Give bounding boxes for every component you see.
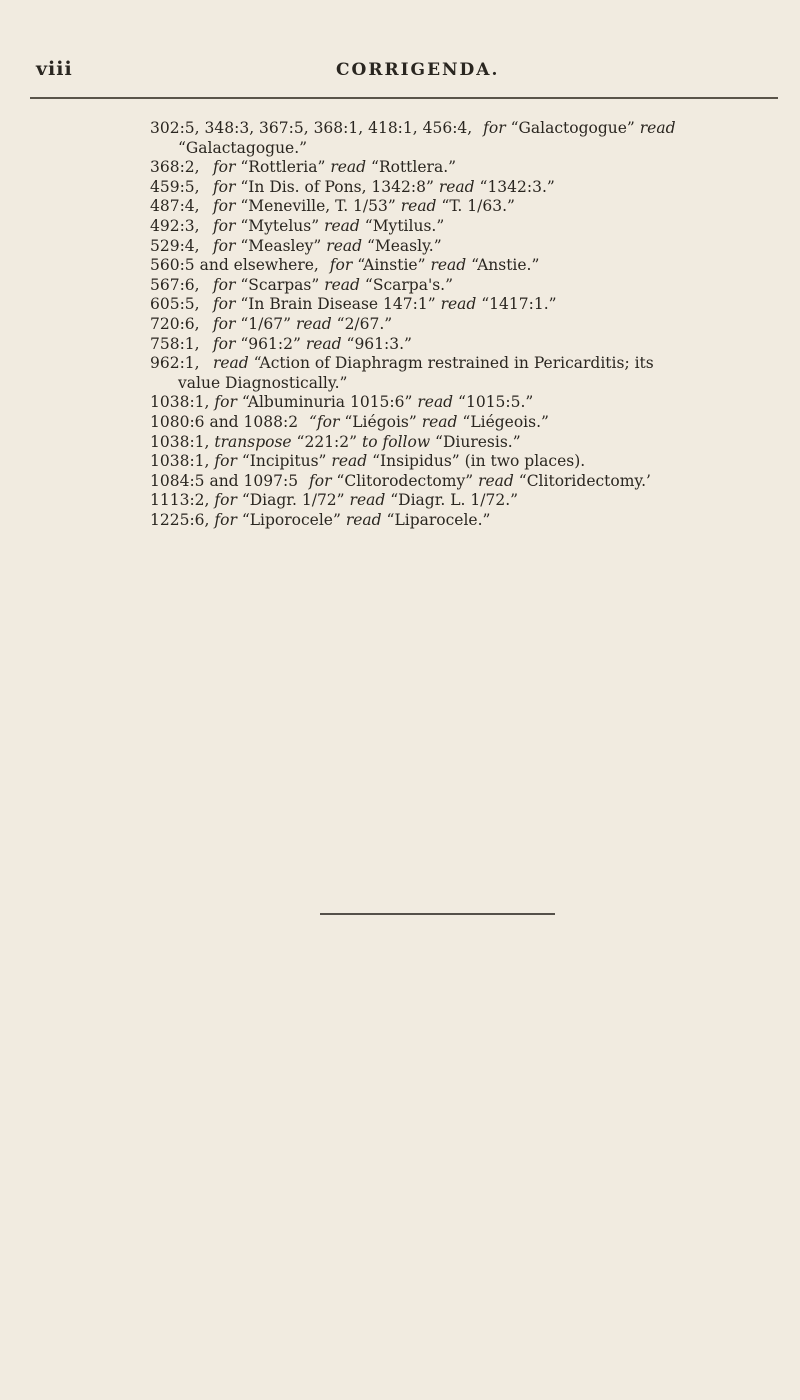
entry-keyword: read (440, 295, 477, 314)
entry-keyword: read (417, 393, 454, 412)
entry-continuation: value Diagnostically.” (178, 373, 348, 392)
entry-original-text: “Scarpas” (240, 275, 320, 294)
entry-original-text: “In Brain Disease 147:1” (240, 295, 436, 314)
entry-location: 605:5, (150, 295, 200, 314)
entry-keyword: read (331, 452, 368, 471)
errata-line (150, 217, 770, 237)
entry-keyword: read (324, 216, 360, 235)
entry-keyword: for (212, 334, 236, 353)
page-number: viii (36, 58, 73, 80)
entry-keyword: for (214, 393, 237, 412)
errata-line (150, 413, 770, 433)
errata-entry (150, 119, 770, 158)
entry-keyword: read (295, 314, 332, 333)
entry-original-text: “Clitorodectomy” (336, 471, 474, 490)
entry-corrected-text: “Mytilus.” (364, 216, 445, 235)
entry-keyword: read (421, 412, 458, 431)
entry-corrected-text: “T. 1/63.” (441, 197, 515, 216)
entry-original-text: “Galactogogue” (510, 119, 635, 137)
errata-entry (150, 491, 770, 511)
entry-corrected-text: “Diagr. L. 1/72.” (390, 491, 519, 510)
entry-keyword: for (212, 197, 236, 216)
entry-keyword: read (430, 256, 467, 275)
entry-location: 560:5 and elsewhere, (150, 256, 319, 275)
entry-corrected-text: “1417:1.” (481, 295, 557, 314)
entry-location: 1038:1, (150, 393, 210, 412)
entry-keyword: read (212, 354, 249, 373)
entry-keyword: for (214, 452, 237, 471)
entry-corrected-text: “1342:3.” (479, 177, 555, 196)
errata-entry (150, 452, 770, 472)
errata-entry (150, 276, 770, 296)
entry-keyword: for (483, 119, 506, 137)
entry-location: 1038:1, (150, 432, 210, 451)
running-head: CORRIGENDA. (336, 60, 500, 80)
entry-keyword: transpose (214, 432, 292, 451)
errata-entry (150, 158, 770, 178)
errata-list (150, 119, 770, 530)
entry-location: 487:4, (150, 197, 200, 216)
entry-location: 459:5, (150, 177, 200, 196)
errata-line (150, 354, 770, 374)
entry-keyword: for (212, 216, 236, 235)
errata-entry (150, 511, 770, 531)
errata-line (150, 276, 770, 296)
entry-location: 962:1, (150, 354, 200, 373)
errata-line (150, 158, 770, 178)
entry-location: 1038:1, (150, 452, 210, 471)
entry-keyword: for (212, 275, 236, 294)
entry-original-text: “Liporocele” (241, 510, 341, 529)
errata-line (150, 452, 770, 472)
entry-keyword: for (329, 256, 353, 275)
entry-keyword: read (400, 197, 437, 216)
entry-corrected-text: “Scarpa's.” (364, 275, 454, 294)
errata-entry (150, 472, 770, 492)
entry-location: 567:6, (150, 275, 200, 294)
entry-keyword: for (214, 491, 237, 510)
entry-keyword: for (212, 236, 236, 255)
entry-corrected-text: “961:3.” (346, 334, 412, 353)
entry-keyword: read (345, 510, 382, 529)
entry-location: 758:1, (150, 334, 200, 353)
entry-original-text: “961:2” (240, 334, 301, 353)
entry-keyword: to follow (362, 432, 431, 451)
errata-line (150, 119, 770, 139)
entry-location: 368:2, (150, 158, 200, 177)
entry-location: 1225:6, (150, 510, 210, 529)
errata-line (150, 178, 770, 198)
entry-corrected-text: “Liparocele.” (386, 510, 491, 529)
errata-line (150, 197, 770, 217)
entry-corrected-text: “Action of Diaphragm restrained in Pericarditis; its (253, 354, 654, 373)
entry-original-text: “221:2” (296, 432, 358, 451)
entry-keyword: read (326, 236, 363, 255)
entry-location: 720:6, (150, 314, 200, 333)
entry-original-text: “Rottleria” (240, 158, 326, 177)
errata-entry (150, 295, 770, 315)
errata-entry (150, 178, 770, 198)
errata-entry (150, 393, 770, 413)
errata-entry (150, 354, 770, 393)
errata-line (150, 393, 770, 413)
entry-corrected-text: “Rottlera.” (371, 158, 457, 177)
errata-line (150, 433, 770, 453)
entry-location: 492:3, (150, 216, 200, 235)
entry-keyword: for (214, 510, 237, 529)
entry-corrected-text: “2/67.” (336, 314, 393, 333)
entry-corrected-text: “Measly.” (366, 236, 442, 255)
entry-corrected-text: “Diuresis.” (435, 432, 521, 451)
entry-corrected-text: “Clitoridectomy.’ (518, 471, 651, 490)
errata-entry (150, 433, 770, 453)
entry-original-text: “Mytelus” (240, 216, 320, 235)
entry-original-text: “Diagr. 1/72” (241, 491, 345, 510)
errata-entry (150, 413, 770, 433)
entry-keyword: “for (309, 412, 340, 431)
errata-entry (150, 335, 770, 355)
entry-corrected-text: “1015:5.” (458, 393, 534, 412)
errata-entry (150, 217, 770, 237)
errata-entry (150, 256, 770, 276)
entry-location: 529:4, (150, 236, 200, 255)
entry-corrected-text: “Anstie.” (471, 256, 540, 275)
entry-keyword: for (212, 177, 236, 196)
closing-rule (320, 913, 555, 915)
entry-original-text: “Meneville, T. 1/53” (240, 197, 396, 216)
entry-keyword: read (438, 177, 475, 196)
errata-line (150, 295, 770, 315)
entry-corrected-text: “Liégeois.” (462, 412, 549, 431)
errata-line (150, 491, 770, 511)
entry-location: 302:5, 348:3, 367:5, 368:1, 418:1, 456:4, (150, 119, 473, 137)
errata-entry (150, 315, 770, 335)
entry-keyword: read (478, 471, 514, 490)
entry-keyword: read (349, 491, 386, 510)
entry-keyword: read (305, 334, 342, 353)
errata-line (150, 472, 770, 492)
entry-location: 1084:5 and 1097:5 (150, 471, 299, 490)
entry-original-text: “Measley” (240, 236, 322, 255)
entry-original-text: “In Dis. of Pons, 1342:8” (240, 177, 434, 196)
entry-location: 1113:2, (150, 491, 210, 510)
errata-entry (150, 237, 770, 257)
errata-entry (150, 197, 770, 217)
entry-continuation: “Galactagogue.” (178, 138, 308, 157)
entry-keyword: for (212, 314, 236, 333)
entry-location: 1080:6 and 1088:2 (150, 412, 299, 431)
entry-keyword: for (309, 471, 332, 490)
entry-corrected-text: “Insipidus” (in two places). (372, 452, 586, 471)
entry-keyword: read (330, 158, 367, 177)
entry-original-text: “Albuminuria 1015:6” (241, 393, 413, 412)
entry-keyword: for (212, 158, 236, 177)
entry-original-text: “Liégois” (344, 412, 417, 431)
page-header (0, 0, 800, 100)
entry-keyword: read (639, 119, 676, 137)
header-rule (30, 97, 778, 99)
entry-keyword: read (324, 275, 360, 294)
errata-line (150, 315, 770, 335)
entry-original-text: “Incipitus” (241, 452, 327, 471)
errata-line (150, 511, 770, 531)
errata-line (150, 256, 770, 276)
errata-line (150, 237, 770, 257)
entry-original-text: “1/67” (240, 314, 292, 333)
entry-keyword: for (212, 295, 236, 314)
entry-original-text: “Ainstie” (357, 256, 426, 275)
errata-line (150, 335, 770, 355)
